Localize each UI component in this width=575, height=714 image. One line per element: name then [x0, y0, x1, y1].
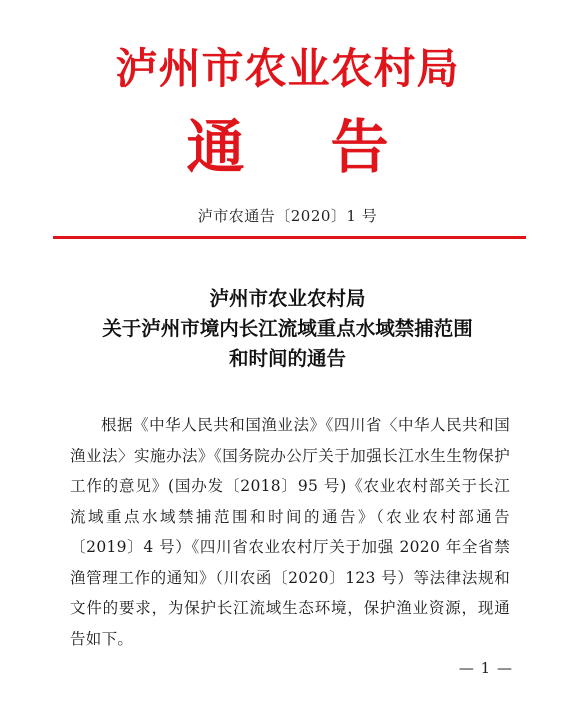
title-line-3: 和时间的通告: [228, 347, 346, 370]
document-type-char-1: 通: [186, 113, 245, 181]
title-line-2: 关于泸州市境内长江流域重点水域禁捕范围: [102, 317, 473, 340]
document-type-char-2: 告: [330, 113, 389, 181]
title-line-1: 泸州市农业农村局: [209, 287, 366, 310]
notice-title: [40, 284, 535, 374]
document-number: 泸市农通告〔2020〕1 号: [197, 207, 378, 225]
body-paragraph: 根据《中华人民共和国渔业法》《四川省〈中华人民共和国渔业法〉实施办法》《国务院办公厅关于加强长江水生生物保护工作的意见》(国办发〔2018〕95 号)《农业农村部关于长江流域重点水域禁捕范围和时间的通告》（农业农村部通告〔2019〕4 号）《四川省农业农村厅关于加强 2020 年全省禁渔管理工作的通知》（川农函〔2020〕123 号）等法律法规和文件的要求，为保护长江流域生态环境，保护渔业资源，现通告如下。: [70, 416, 510, 648]
page-number: — 1 —: [458, 659, 513, 677]
issuer-heading: 泸州市农业农村局: [115, 44, 460, 93]
document-type-heading: [0, 112, 575, 182]
red-separator-line: [53, 236, 526, 239]
